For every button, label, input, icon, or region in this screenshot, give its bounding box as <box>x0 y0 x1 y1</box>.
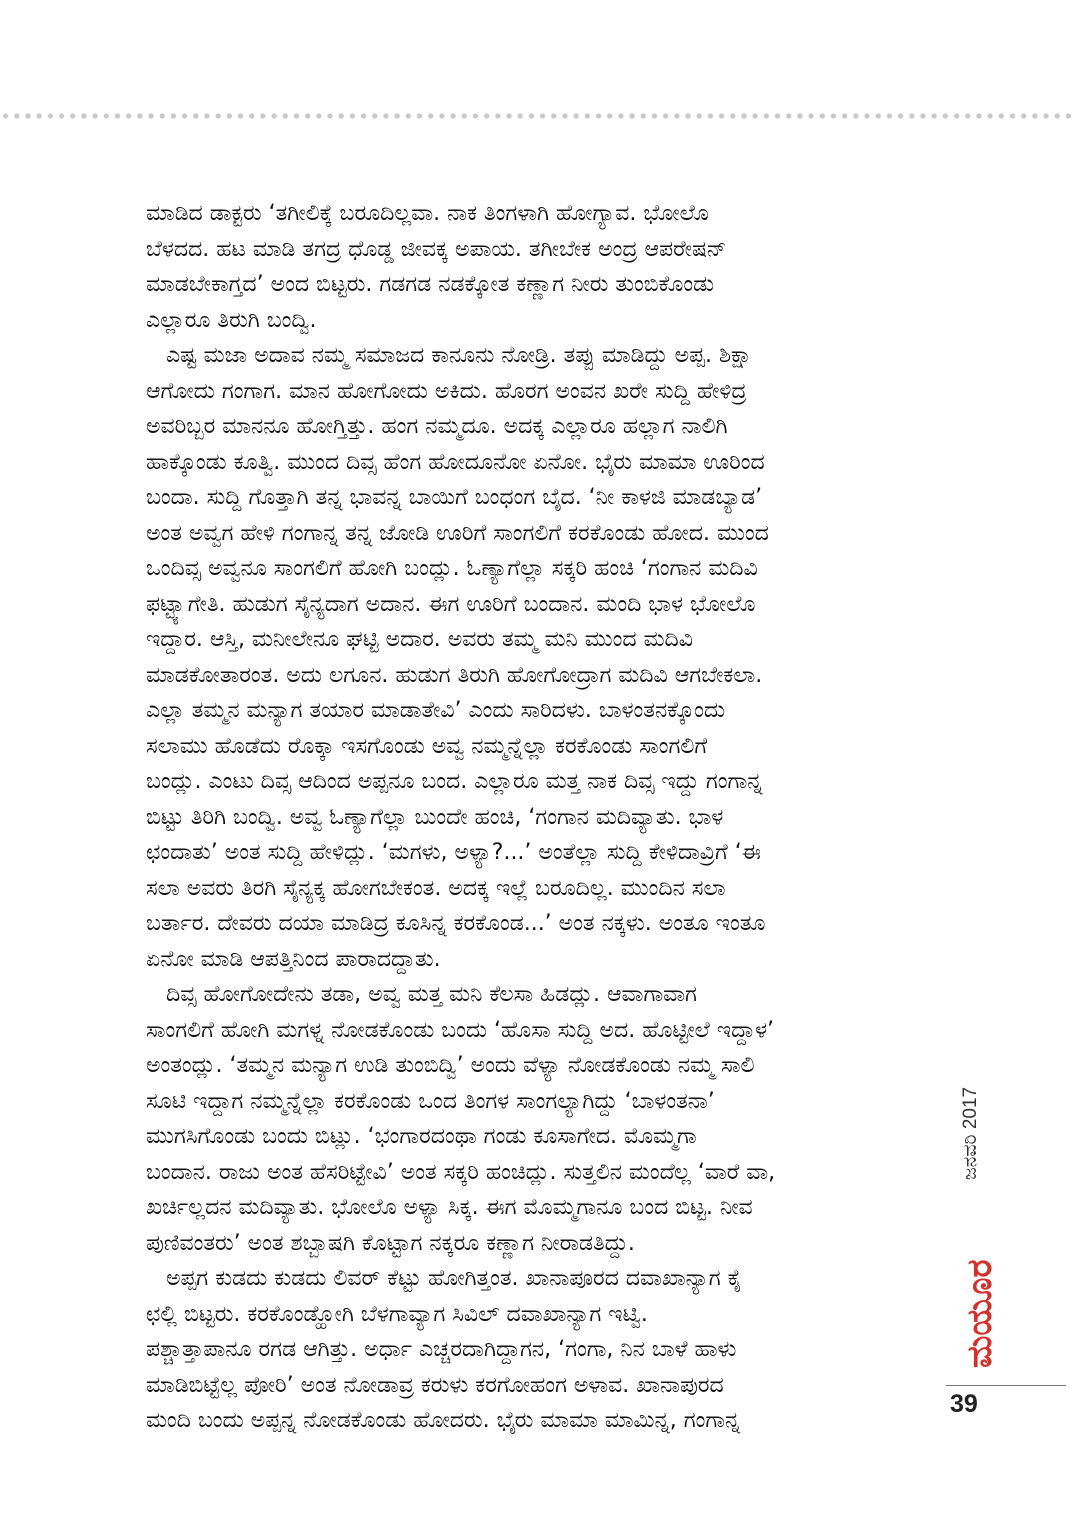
text-line: ಛಂದಾತು’ ಅಂತ ಸುದ್ದಿ ಹೇಳಿದ್ಲು. ‘ಮಗಳು, ಅಳ್ಯಾ?...’ ಅಂತೆಲ್ಲಾ ಸುದ್ದಿ ಕೇಳಿದಾವ್ರಿಗೆ ‘ಈ <box>146 840 761 865</box>
text-line: ಅಂತಂದ್ಲು. ‘ತಮ್ಮನ ಮನ್ಯಾಗ ಉಡಿ ತುಂಬಿದ್ವಿ’ ಅಂದು ವೆಳ್ಯಾ ನೋಡಕೊಂಡು ನಮ್ಮ ಸಾಲಿ <box>146 1053 755 1078</box>
text-line: ಪುಣಿವಂತರು’ ಅಂತ ಶಬ್ಬಾಷಗಿ ಕೊಟ್ಟಾಗ ನಕ್ಕರೂ ಕಣ್ಣಾಗ ನೀರಾಡತಿದ್ದು. <box>146 1230 635 1256</box>
text-line: ಏನೋ ಮಾಡಿ ಆಪತ್ತಿನಿಂದ ಪಾರಾದದ್ದಾತು. <box>146 946 441 972</box>
article-body <box>146 196 916 1439</box>
text-line: ಬೆಳದದ. ಹಟ ಮಾಡಿ ತಗದ್ರ ಧೊಡ್ಡ ಜೀವಕ್ಕ ಅಪಾಯ. ತಗೀಬೇಕ ಅಂದ್ರ ಆಪರೇಷನ್ <box>146 236 727 262</box>
text-line: ಇದ್ದಾರ. ಆಸ್ತಿ, ಮನೀಲೇನೂ ಘಟ್ಟಿ ಅದಾರ. ಅವರು ತಮ್ಮ ಮನಿ ಮುಂದ ಮದಿವಿ <box>146 627 693 652</box>
text-line: ಮಾಡಿಬಿಟ್ಟೆಲ್ಲ ಪೋರಿ’ ಅಂತ ನೋಡಾವ್ರ ಕರುಳು ಕರಗೋಹಂಗ ಅಳಾವ. ಖಾನಾಪುರದ <box>146 1372 724 1398</box>
page-number: 39 <box>950 1390 978 1418</box>
text-line: ಅಂತ ಅವ್ವಗ ಹೇಳಿ ಗಂಗಾನ್ನ ತನ್ನ ಜೋಡಿ ಊರಿಗೆ ಸಾಂಗಲಿಗೆ ಕರಕೊಂಡು ಹೋದ. ಮುಂದ <box>146 520 769 546</box>
text-line: ಸೂಟಿ ಇದ್ದಾಗ ನಮ್ಮನ್ನೆಲ್ಲಾ ಕರಕೊಂಡು ಒಂದ ತಿಂಗಳ ಸಾಂಗಲ್ಯಾಗಿದ್ದು ‘ಬಾಳಂತನಾ’ <box>146 1088 715 1114</box>
text-line: ದಿವ್ಸ ಹೋಗೋದೇನು ತಡಾ, ಅವ್ವ ಮತ್ತ ಮನಿ ಕೆಲಸಾ ಹಿಡದ್ಲು. ಆವಾಗಾವಾಗ <box>166 982 697 1007</box>
text-line: ಮುಗಸಿಗೊಂಡು ಬಂದು ಬಿಟ್ಲು. ‘ಭಂಗಾರದಂಥಾ ಗಂಡು ಕೂಸಾಗೇದ. ಮೊಮ್ಮಗಾ <box>146 1124 697 1149</box>
text-line: ಬಂದಾ. ಸುದ್ದಿ ಗೊತ್ತಾಗಿ ತನ್ನ ಭಾವನ್ನ ಬಾಯಿಗೆ ಬಂಧಂಗ ಬೈದ. ‘ನೀ ಕಾಳಜಿ ಮಾಡಬ್ಯಾಡ’ <box>146 485 763 510</box>
text-line: ಖರ್ಚಿಲ್ಲದನ ಮದಿವ್ಯಾತು. ಭೋಲೊ ಅಳ್ಯಾ ಸಿಕ್ಕ. ಈಗ ಮೊಮ್ಮಗಾನೂ ಬಂದ ಬಿಟ್ಟ. ನೀವ <box>146 1195 753 1220</box>
page-number-rule <box>946 1385 1066 1386</box>
text-line: ಎಷ್ಟ ಮಜಾ ಅದಾವ ನಮ್ಮ ಸಮಾಜದ ಕಾನೂನು ನೋಡ್ರಿ. ತಪ್ಪು ಮಾಡಿದ್ದು ಅಪ್ಪ. ಶಿಕ್ಷಾ <box>166 343 753 368</box>
text-line: ಮಾಡಕೋತಾರಂತ. ಅದು ಲಗೂನ. ಹುಡುಗ ತಿರುಗಿ ಹೋಗೋದ್ರಾಗ ಮದಿವಿ ಆಗಬೇಕಲಾ. <box>146 662 763 688</box>
text-line: ಛಲ್ಲಿ ಬಿಟ್ಟರು. ಕರಕೊಂಡ್ಹೋಗಿ ಬೆಳಗಾವ್ಯಾಗ ಸಿವಿಲ್ ದವಾಖಾನ್ಯಾಗ ಇಟ್ವಿ. <box>146 1301 648 1327</box>
text-line: ಸಾಂಗಲಿಗೆ ಹೋಗಿ ಮಗಳ್ನ ನೋಡಕೊಂಡು ಬಂದು ‘ಹೊಸಾ ಸುದ್ದಿ ಅದ. ಹೊಟ್ಟೀಲೆ ಇದ್ದಾಳ’ <box>146 1017 775 1043</box>
text-line: ಎಲ್ಲಾ ತಮ್ಮನ ಮನ್ಯಾಗ ತಯಾರ ಮಾಡಾತೇವಿ’ ಎಂದು ಸಾರಿದಳು. ಬಾಳಂತನಕ್ಕೊಂದು <box>146 698 726 723</box>
text-line: ಎಲ್ಲಾರೂ ತಿರುಗಿ ಬಂದ್ವಿ. <box>146 307 317 333</box>
text-line: ಸಲಾ ಅವರು ತಿರಗಿ ಸೈನ್ಯಕ್ಕ ಹೋಗಬೇಕಂತ. ಅದಕ್ಕ ಇಲ್ಲೆ ಬರೂದಿಲ್ಲ. ಮುಂದಿನ ಸಲಾ <box>146 875 726 901</box>
text-line: ಬಂದ್ಲು. ಎಂಟು ದಿವ್ಸ ಆದಿಂದ ಅಪ್ಪನೂ ಬಂದ. ಎಲ್ಲಾರೂ ಮತ್ತ ನಾಕ ದಿವ್ಸ ಇದ್ದು ಗಂಗಾನ್ನ <box>146 769 763 794</box>
text-line: ಪಶ್ಚಾತ್ತಾಪಾನೂ ರಗಡ ಆಗಿತ್ತು. ಅರ್ಧಾ ಎಚ್ಚರದಾಗಿದ್ದಾಗನ, ‘ಗಂಗಾ, ನಿನ ಬಾಳೆ ಹಾಳು <box>146 1337 737 1362</box>
text-line: ಬಿಟ್ಟು ತಿರಿಗಿ ಬಂದ್ವಿ. ಅವ್ವ ಓಣ್ಯಾಗೆಲ್ಲಾ ಬುಂದೇ ಹಂಚಿ, ‘ಗಂಗಾನ ಮದಿವ್ಯಾತು. ಭಾಳ <box>146 804 724 830</box>
issue-date: ಜನವರಿ 2017 <box>960 1086 981 1180</box>
text-line: ಸಲಾಮು ಹೊಡೆದು ರೊಕ್ಕಾ ಇಸಗೊಂಡು ಅವ್ವ ನಮ್ಮನ್ನೆಲ್ಲಾ ಕರಕೊಂಡು ಸಾಂಗಲಿಗೆ <box>146 733 708 759</box>
text-line: ಮಂದಿ ಬಂದು ಅಪ್ಪನ್ನ ನೋಡಕೊಂಡು ಹೋದರು. ಭೈರು ಮಾಮಾ ಮಾಮಿನ್ನ, ಗಂಗಾನ್ನ <box>146 1408 741 1433</box>
dotted-separator <box>0 112 1072 120</box>
text-line: ಅಪ್ಪಗ ಕುಡದು ಕುಡದು ಲಿವರ್ ಕೆಟ್ಟು ಹೋಗಿತ್ತಂತ. ಖಾನಾಪೂರದ ದವಾಖಾನ್ಯಾಗ ಕೈ <box>166 1266 743 1291</box>
text-line: ಒಂದಿವ್ಸ ಅವ್ವನೂ ಸಾಂಗಲಿಗೆ ಹೋಗಿ ಬಂದ್ಲು. ಓಣ್ಯಾಗೆಲ್ಲಾ ಸಕ್ಕರಿ ಹಂಚಿ ‘ಗಂಗಾನ ಮದಿವಿ <box>146 556 758 581</box>
text-line: ಆಗೋದು ಗಂಗಾಗ. ಮಾನ ಹೋಗೋದು ಅಕಿದು. ಹೊರಗ ಅಂವನ ಖರೇ ಸುದ್ದಿ ಹೇಳಿದ್ರ <box>146 378 747 404</box>
text-line: ಫಟ್ಟ್ಯಾಗೇತಿ. ಹುಡುಗ ಸೈನ್ಯದಾಗ ಅದಾನ. ಈಗ ಊರಿಗೆ ಬಂದಾನ. ಮಂದಿ ಭಾಳ ಭೋಲೊ <box>146 591 756 617</box>
text-line: ಅವರಿಬ್ಬರ ಮಾನನೂ ಹೋಗ್ತಿತ್ತು. ಹಂಗ ನಮ್ಮದೂ. ಅದಕ್ಕ ಎಲ್ಲಾರೂ ಹಲ್ಲಾಗ ನಾಲಿಗಿ <box>146 414 728 439</box>
text-line: ಮಾಡಬೇಕಾಗ್ತದ’ ಅಂದ ಬಿಟ್ಟರು. ಗಡಗಡ ನಡಕ್ಕೋತ ಕಣ್ಣಾಗ ನೀರು ತುಂಬಿಕೊಂಡು <box>146 272 715 297</box>
text-line: ಬಂದಾನ. ರಾಜು ಅಂತ ಹೆಸರಿಟ್ಟೇವಿ’ ಅಂತ ಸಕ್ಕರಿ ಹಂಚಿದ್ಲು. ಸುತ್ತಲಿನ ಮಂದೆಲ್ಲ ‘ವಾರೆ ವಾ, <box>146 1159 776 1185</box>
magazine-logo: ಮಯೂರ <box>960 1259 1000 1368</box>
text-line: ಮಾಡಿದ ಡಾಕ್ಟರು ‘ತಗೀಲಿಕ್ಕೆ ಬರೂದಿಲ್ಲವಾ. ನಾಕ ತಿಂಗಳಾಗಿ ಹೋಗ್ಯಾವ. ಭೋಲೊ <box>146 201 709 226</box>
text-line: ಬರ್ತಾರ. ದೇವರು ದಯಾ ಮಾಡಿದ್ರ ಕೂಸಿನ್ನ ಕರಕೊಂಡ...’ ಅಂತ ನಕ್ಕಳು. ಅಂತೂ ಇಂತೂ <box>146 911 766 936</box>
text-line: ಹಾಕ್ಕೊಂಡು ಕೂತ್ವಿ. ಮುಂದ ದಿವ್ಸ ಹೆಂಗ ಹೋದೂನೋ ಏನೋ. ಭೈರು ಮಾಮಾ ಊರಿಂದ <box>146 449 765 475</box>
